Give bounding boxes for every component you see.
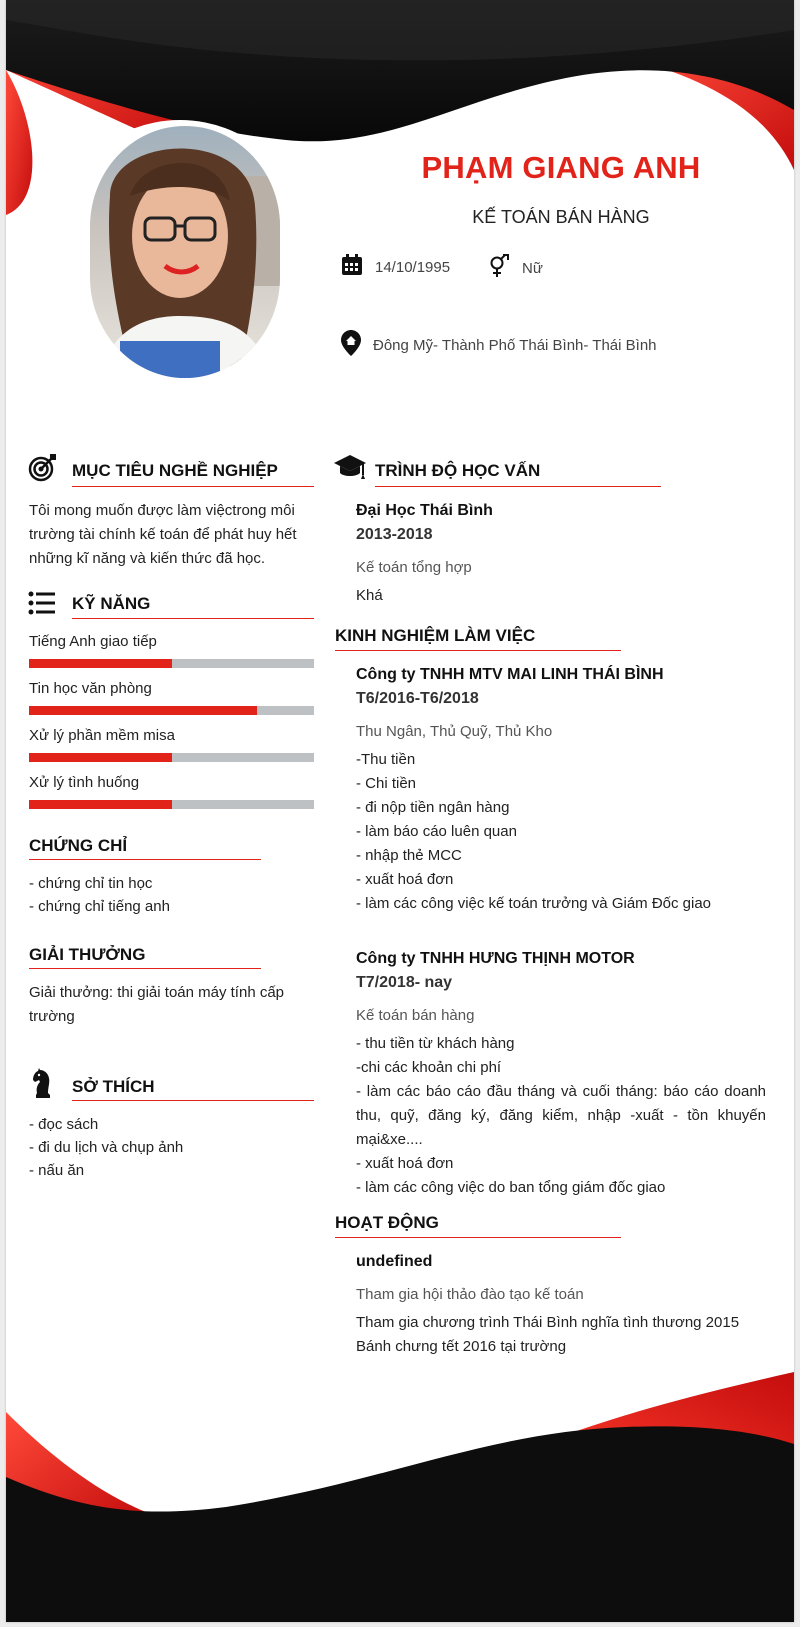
skill-name: Xử lý tình huống <box>29 774 140 791</box>
awards-text: Giải thưởng: thi giải toán máy tính cấp trường <box>29 984 285 1025</box>
job-company: Công ty TNHH MTV MAI LINH THÁI BÌNH <box>356 666 664 683</box>
activities-divider <box>335 1237 621 1238</box>
job-duty: - làm các công việc do ban tổng giám đốc giao <box>356 1179 666 1196</box>
target-icon <box>28 454 56 487</box>
job-period: T7/2018- nay <box>356 974 453 991</box>
activity-line: Bánh chưng tết 2016 tại trường <box>356 1338 567 1355</box>
location-icon <box>341 330 361 360</box>
job-duty: - đi nộp tiền ngân hàng <box>356 799 510 816</box>
activities-title: HOẠT ĐỘNG <box>335 1213 439 1232</box>
school-grade: Khá <box>356 587 383 604</box>
objective-text: Tôi mong muốn được làm việctrong môi trường tài chính kế toán để phát huy hết những kĩ năng và kiến thức đã học. <box>29 502 297 567</box>
birthday-value: 14/10/1995 <box>375 258 451 276</box>
graduation-cap-icon <box>334 453 366 486</box>
activity-heading: undefined <box>356 1253 433 1270</box>
skill-bar-fill <box>29 800 172 809</box>
job-duty: - Chi tiền <box>356 775 417 792</box>
address-value: Đông Mỹ- Thành Phố Thái Bình- Thái Bình <box>373 336 657 354</box>
skill-name: Tin học văn phòng <box>29 680 152 697</box>
job-duty: -chi các khoản chi phí <box>356 1059 502 1076</box>
birthday-row <box>341 254 450 280</box>
objective-title: MỤC TIÊU NGHỀ NGHIỆP <box>72 461 278 480</box>
skill-name: Xử lý phần mềm misa <box>29 727 175 744</box>
hobby-item: - đi du lịch và chụp ảnh <box>29 1139 184 1156</box>
awards-divider <box>29 968 261 969</box>
job-duty: -Thu tiền <box>356 751 416 768</box>
objective-divider <box>72 486 314 487</box>
skill-name: Tiếng Anh giao tiếp <box>29 633 157 650</box>
gender-row <box>486 254 543 282</box>
profile-photo <box>90 126 280 378</box>
education-block <box>356 499 766 608</box>
job-duty: - làm các báo cáo đầu tháng và cuối tháng: báo cáo doanh thu, quỹ, đăng ký, đăng kiểm, nhập -xuất - tồn khuyến mại&xe.... <box>356 1083 766 1148</box>
skills-divider <box>72 618 314 619</box>
certificates-title: CHỨNG CHỈ <box>29 836 128 855</box>
job-block-2 <box>356 947 766 1200</box>
skill-bar <box>29 753 314 762</box>
awards-title: GIẢI THƯỞNG <box>29 945 146 964</box>
address-row <box>341 330 657 360</box>
education-divider <box>375 486 661 487</box>
certificate-item: - chứng chỉ tiếng anh <box>29 898 170 915</box>
job-position: Kế toán bán hàng <box>356 1007 475 1024</box>
skills-title: KỸ NĂNG <box>72 594 151 613</box>
bottom-wave-decoration <box>6 1372 794 1622</box>
skill-bar-fill <box>29 706 257 715</box>
education-title: TRÌNH ĐỘ HỌC VẤN <box>375 461 541 480</box>
gender-icon <box>486 254 510 282</box>
experience-divider <box>335 650 621 651</box>
skill-bar <box>29 706 314 715</box>
school-name: Đại Học Thái Bình <box>356 502 493 519</box>
skill-bar-fill <box>29 753 172 762</box>
experience-title: KINH NGHIỆM LÀM VIỆC <box>335 626 536 645</box>
job-duty: - làm báo cáo luên quan <box>356 823 517 840</box>
activities-block <box>356 1250 766 1359</box>
gender-value: Nữ <box>522 259 543 277</box>
job-duty: - xuất hoá đơn <box>356 1155 454 1172</box>
job-company: Công ty TNHH HƯNG THỊNH MOTOR <box>356 950 635 967</box>
hobby-item: - nấu ăn <box>29 1162 85 1179</box>
job-duty: - xuất hoá đơn <box>356 871 454 888</box>
job-title: KẾ TOÁN BÁN HÀNG <box>472 207 650 227</box>
hobbies-title: SỞ THÍCH <box>72 1077 155 1096</box>
chess-knight-icon <box>32 1068 54 1105</box>
cv-page <box>6 0 794 1622</box>
skill-bar <box>29 800 314 809</box>
job-position: Thu Ngân, Thủ Quỹ, Thủ Kho <box>356 723 553 740</box>
certificates-divider <box>29 859 261 860</box>
job-duty: - nhập thẻ MCC <box>356 847 462 864</box>
activity-subtitle: Tham gia hội thảo đào tạo kế toán <box>356 1286 584 1303</box>
certificate-item: - chứng chỉ tin học <box>29 875 153 892</box>
hobbies-divider <box>72 1100 314 1101</box>
job-duty: - làm các công việc kế toán trưởng và Giám Đốc giao <box>356 895 712 912</box>
job-period: T6/2016-T6/2018 <box>356 690 479 707</box>
activity-line: Tham gia chương trình Thái Bình nghĩa tình thương 2015 <box>356 1314 740 1331</box>
school-years: 2013-2018 <box>356 526 433 543</box>
hobby-item: - đọc sách <box>29 1116 99 1133</box>
school-major: Kế toán tổng hợp <box>356 559 472 576</box>
job-duty: - thu tiền từ khách hàng <box>356 1035 515 1052</box>
job-block-1 <box>356 663 766 916</box>
candidate-name: PHẠM GIANG ANH <box>421 150 701 185</box>
list-icon <box>28 591 56 620</box>
skill-bar-fill <box>29 659 172 668</box>
skill-bar <box>29 659 314 668</box>
calendar-icon <box>341 254 363 280</box>
